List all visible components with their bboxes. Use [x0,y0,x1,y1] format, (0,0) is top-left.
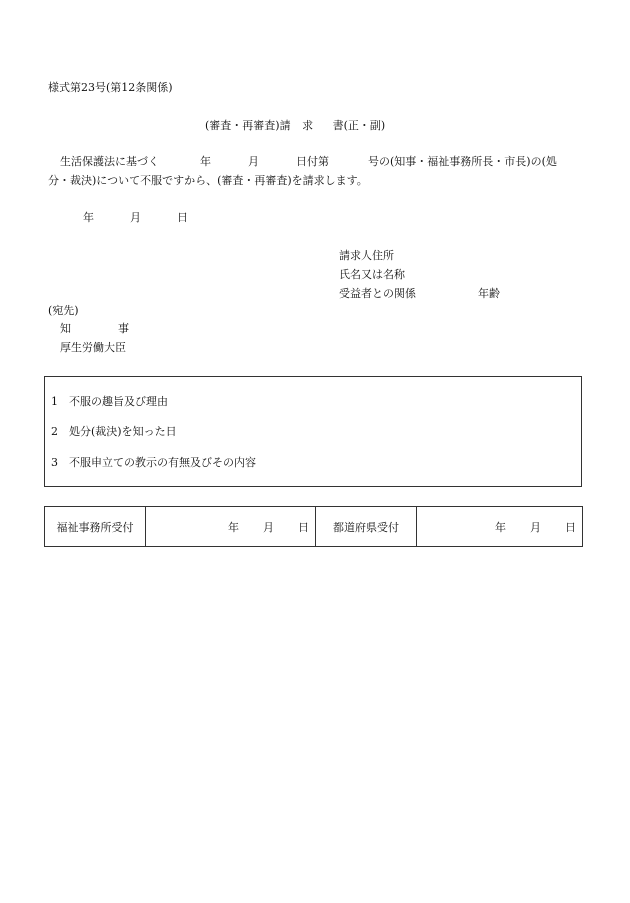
welfare-receipt-month: 月 [263,520,274,534]
prefecture-receipt-month: 月 [530,520,541,534]
addressee-governor-b: 事 [118,322,129,335]
grounds-item-3: 3 不服申立ての教示の有無及びその内容 [51,456,256,469]
requester-name: 氏名又は名称 [339,268,405,281]
date-year: 年 [83,211,94,224]
welfare-receipt-date [146,507,316,546]
prefecture-receipt-year: 年 [495,520,506,534]
body-line-2: 分・裁決)について不服ですから、(審査・再審査)を請求します。 [48,174,368,187]
body-line-1-year: 年 [200,155,211,168]
prefecture-receipt-day: 日 [565,520,576,534]
grounds-item-1: 1 不服の趣旨及び理由 [51,395,168,408]
body-line-1-day-no: 日付第 [296,155,329,168]
grounds-box [44,376,582,487]
requester-address: 請求人住所 [339,249,394,262]
title-char-document: 書(正・副) [332,119,386,132]
receipt-table [44,506,583,547]
body-line-1-month: 月 [248,155,259,168]
prefecture-receipt-label: 都道府県受付 [316,507,417,546]
welfare-receipt-day: 日 [298,520,309,534]
welfare-receipt-label: 福祉事務所受付 [45,507,146,546]
body-line-1-start: 生活保護法に基づく [60,155,159,168]
title-prefix: (審査・再審査)請 [205,119,291,132]
addressee-heading: (宛先) [48,304,79,317]
addressee-minister: 厚生労働大臣 [60,341,126,354]
document-title [205,119,385,133]
title-char-request: 求 [302,119,314,132]
requester-relation: 受益者との関係 [339,287,416,300]
date-month: 月 [130,211,141,224]
requester-age: 年齢 [478,287,500,300]
form-number: 様式第23号(第12条関係) [48,81,173,94]
addressee-governor-a: 知 [60,322,71,335]
date-day: 日 [177,211,188,224]
grounds-item-2: 2 処分(裁決)を知った日 [51,425,177,438]
welfare-receipt-year: 年 [228,520,239,534]
prefecture-receipt-date [417,507,582,546]
body-line-1-rest: 号の(知事・福祉事務所長・市長)の(処 [368,155,557,168]
